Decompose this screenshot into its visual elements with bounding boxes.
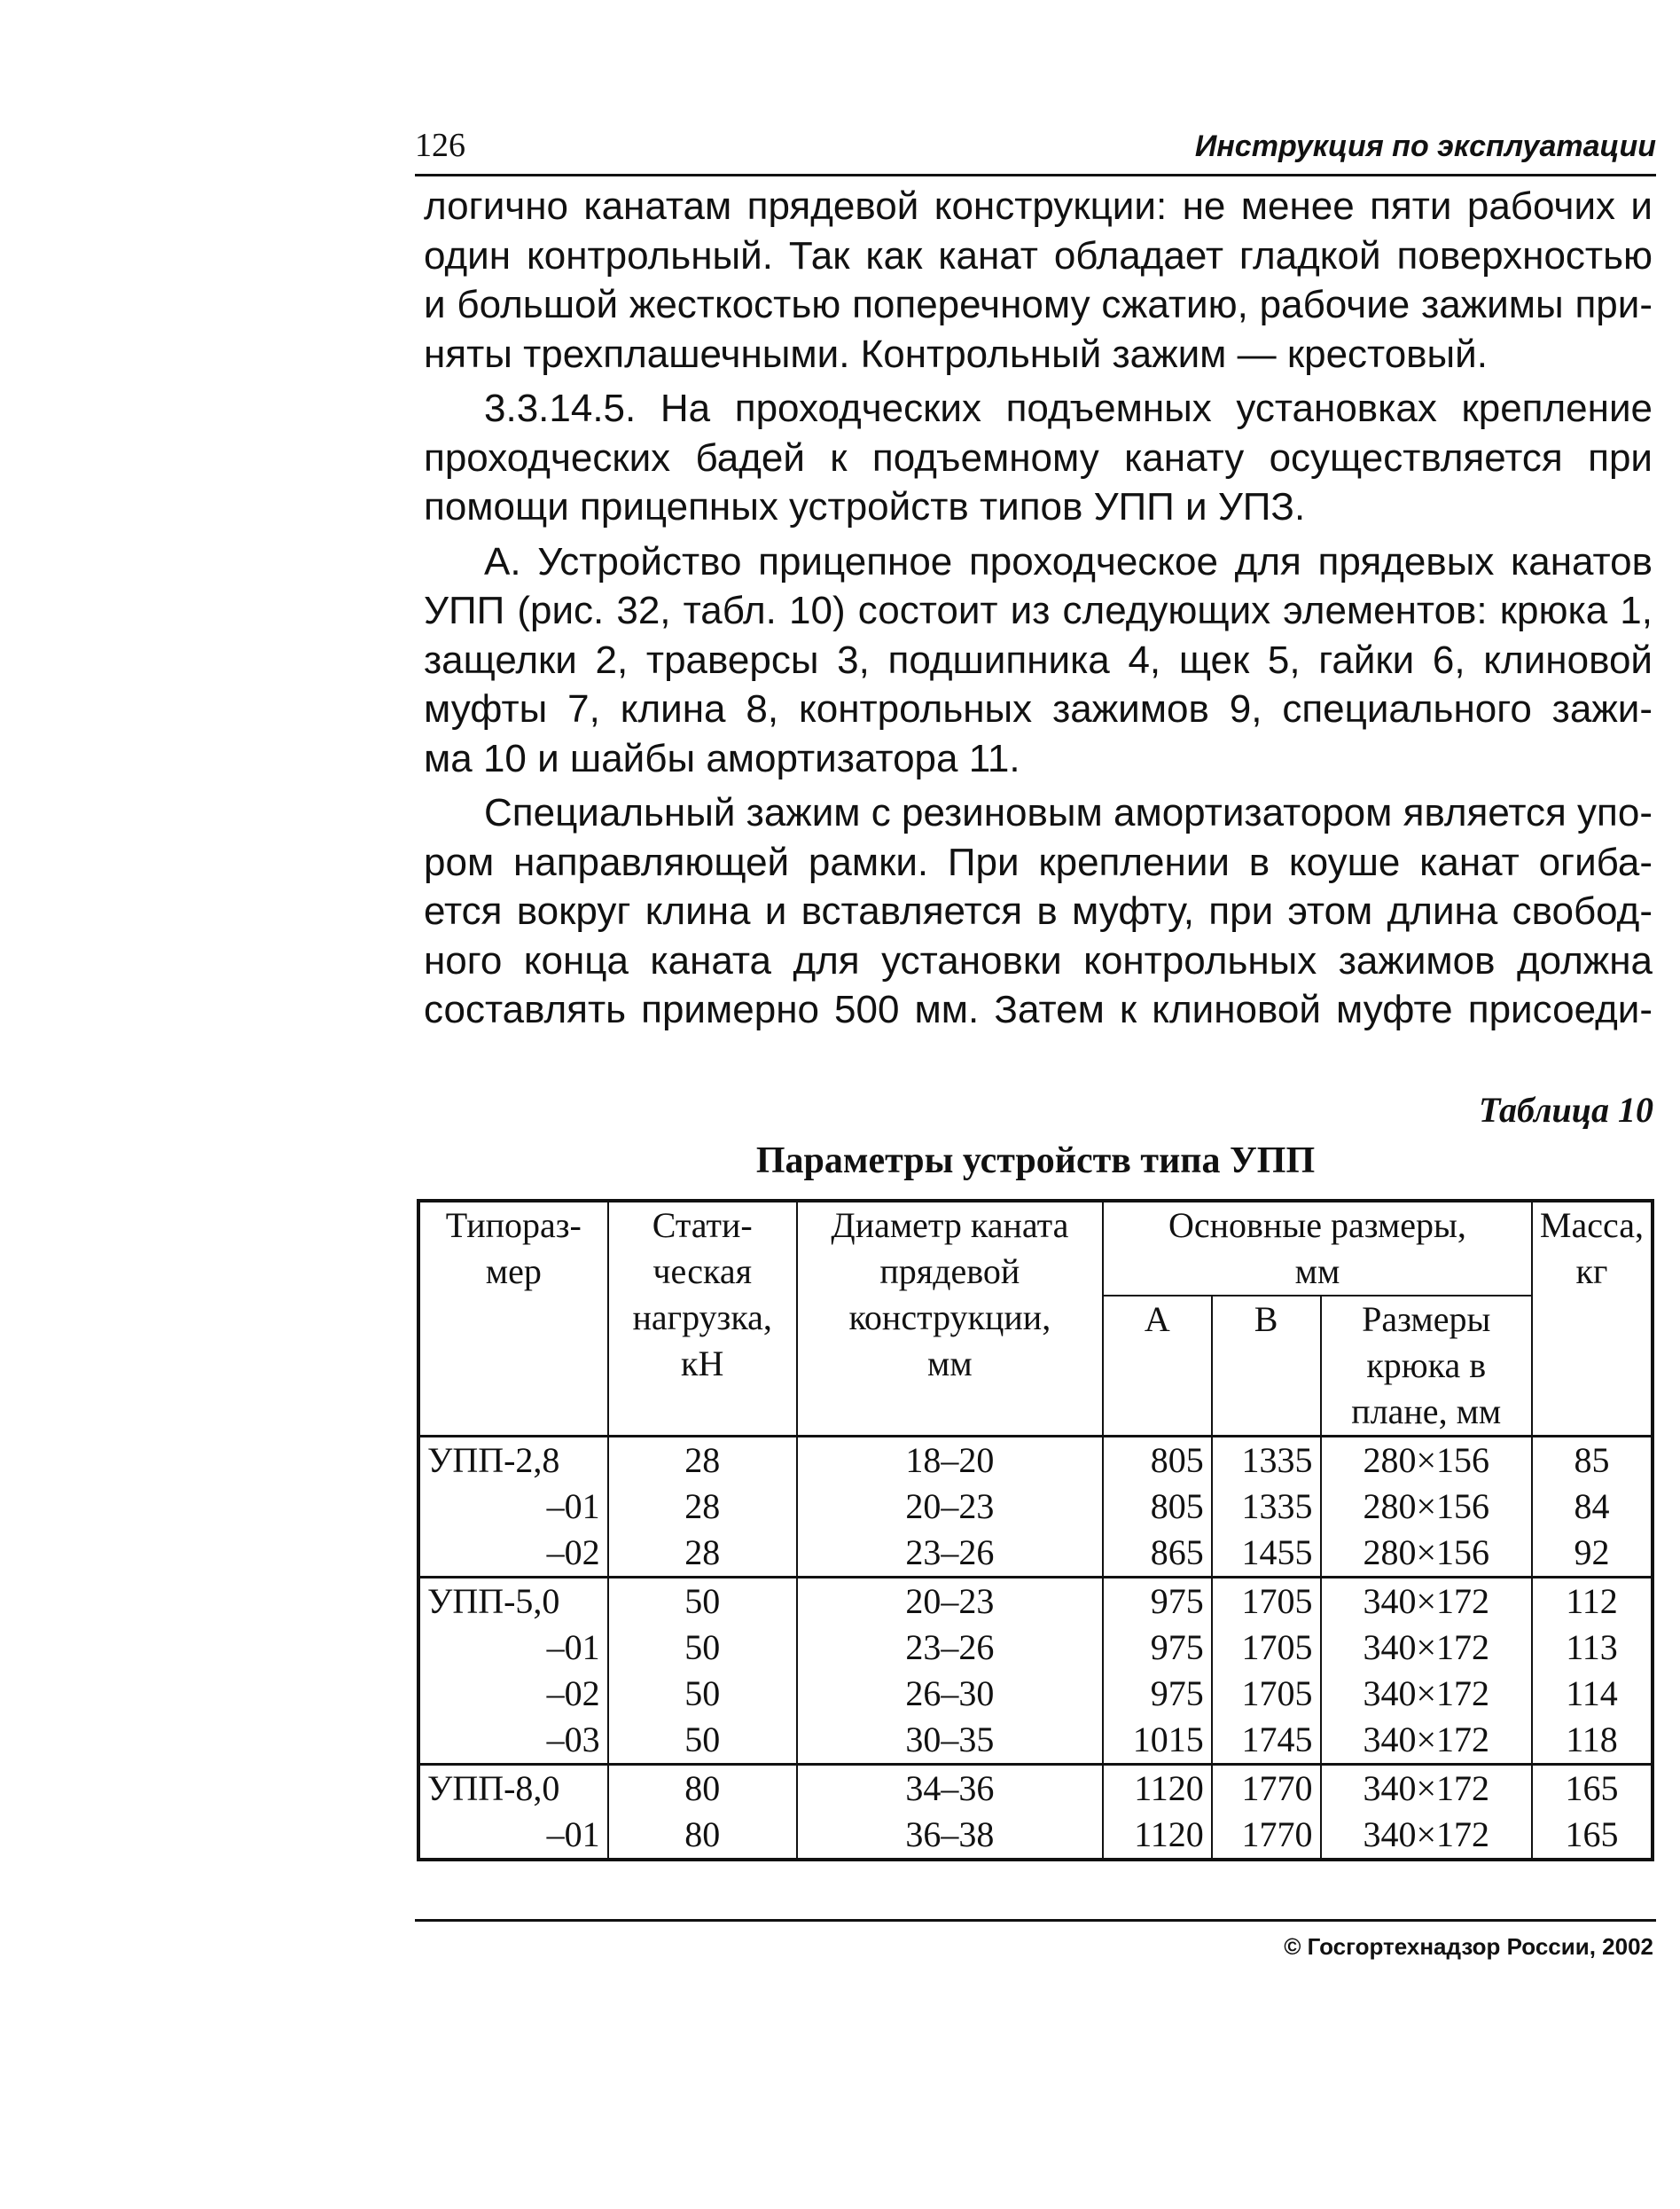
- table-group: [418, 1578, 1653, 1765]
- text-line: защелки 2, траверсы 3, подшипника 4, щек 5, гайки 6, клиновой: [424, 638, 1653, 682]
- cell-hook: 280×156 280×156 280×156: [1321, 1437, 1532, 1578]
- footer-rule: [415, 1919, 1656, 1922]
- cell-b: 1335 1335 1455: [1212, 1437, 1321, 1578]
- text-line: проходческих бадей к подъемному канату осуществляется при: [424, 435, 1653, 480]
- paragraph-2: [424, 384, 1653, 532]
- text-line: ром направляющей рамки. При креплении в коуше канат огиба-: [424, 840, 1653, 884]
- header-a: А: [1103, 1296, 1212, 1437]
- text-line: Специальный зажим с резиновым амортизатором является упо-: [484, 791, 1653, 834]
- table-label: Таблица 10: [1479, 1090, 1653, 1130]
- table-group: [418, 1765, 1653, 1860]
- table-row: [418, 1578, 1653, 1765]
- cell-diameter: 34–36 36–38: [797, 1765, 1103, 1860]
- text-line: ма 10 и шайбы амортизатора 11.: [424, 736, 1020, 780]
- cell-diameter: 18–20 20–23 23–26: [797, 1437, 1103, 1578]
- text-line: и большой жесткостью поперечному сжатию, рабочие зажимы при-: [424, 283, 1653, 326]
- cell-hook: 340×172 340×172: [1321, 1765, 1532, 1860]
- text-line: 3.3.14.5. На проходческих подъемных установках крепление: [484, 387, 1653, 430]
- text-line: няты трехплашечными. Контрольный зажим — крестовый.: [424, 332, 1488, 376]
- header-load: Стати- ческая нагрузка, кН: [608, 1201, 797, 1437]
- table-row: [418, 1765, 1653, 1860]
- text-line: помощи прицепных устройств типов УПП и УПЗ.: [424, 485, 1306, 529]
- text-line: УПП (рис. 32, табл. 10) состоит из следующих элементов: крюка 1,: [424, 589, 1653, 632]
- cell-a: 975 975 975 1015: [1103, 1578, 1212, 1765]
- header-dims: Основные размеры, мм: [1103, 1201, 1532, 1296]
- running-title: Инструкция по эксплуатации: [1194, 129, 1656, 163]
- header-diameter: Диаметр каната прядевой конструкции, мм: [797, 1201, 1103, 1437]
- cell-diameter: 20–23 23–26 26–30 30–35: [797, 1578, 1103, 1765]
- table-row: [418, 1437, 1653, 1578]
- cell-a: 805 805 865: [1103, 1437, 1212, 1578]
- cell-type: УПП-8,0 –01: [418, 1765, 608, 1860]
- page-number: 126: [415, 127, 465, 164]
- table-title: Параметры устройств типа УПП: [755, 1140, 1316, 1181]
- cell-type: УПП-2,8 –01 –02: [418, 1437, 608, 1578]
- page-header: [415, 126, 1656, 176]
- copyright-footer: © Госгортехнадзор России, 2002: [1284, 1933, 1653, 1960]
- paragraph-3: [424, 537, 1653, 784]
- header-mass: Масса, кг: [1532, 1201, 1653, 1437]
- cell-mass: 165 165: [1532, 1765, 1653, 1860]
- body-text: [424, 182, 1653, 1035]
- cell-a: 1120 1120: [1103, 1765, 1212, 1860]
- text-line: А. Устройство прицепное проходческое для прядевых канатов: [484, 539, 1653, 584]
- text-line: составлять примерно 500 мм. Затем к клиновой муфте присоеди-: [424, 988, 1653, 1031]
- header-rule: [415, 174, 1656, 176]
- paragraph-4: [424, 788, 1653, 1035]
- cell-mass: 85 84 92: [1532, 1437, 1653, 1578]
- cell-b: 1770 1770: [1212, 1765, 1321, 1860]
- text-line: ется вокруг клина и вставляется в муфту, при этом длина свобод-: [424, 889, 1653, 933]
- text-line: логично канатам прядевой конструкции: не менее пяти рабочих и: [424, 184, 1653, 228]
- header-b: В: [1212, 1296, 1321, 1437]
- cell-b: 1705 1705 1705 1745: [1212, 1578, 1321, 1765]
- cell-load: 80 80: [608, 1765, 797, 1860]
- header-hook: Размеры крюка в плане, мм: [1321, 1296, 1532, 1437]
- cell-type: УПП-5,0 –01 –02 –03: [418, 1578, 608, 1765]
- text-line: ного конца каната для установки контрольных зажимов должна: [424, 938, 1653, 983]
- paragraph-1: [424, 182, 1653, 379]
- header-type: Типораз- мер: [418, 1201, 608, 1437]
- cell-hook: 340×172 340×172 340×172 340×172: [1321, 1578, 1532, 1765]
- cell-load: 28 28 28: [608, 1437, 797, 1578]
- table-group: [418, 1437, 1653, 1578]
- text-line: один контрольный. Так как канат обладает гладкой поверхностью: [424, 233, 1653, 278]
- cell-mass: 112 113 114 118: [1532, 1578, 1653, 1765]
- cell-load: 50 50 50 50: [608, 1578, 797, 1765]
- parameters-table: [417, 1199, 1654, 1861]
- text-line: муфты 7, клина 8, контрольных зажимов 9, специального зажи-: [424, 687, 1653, 731]
